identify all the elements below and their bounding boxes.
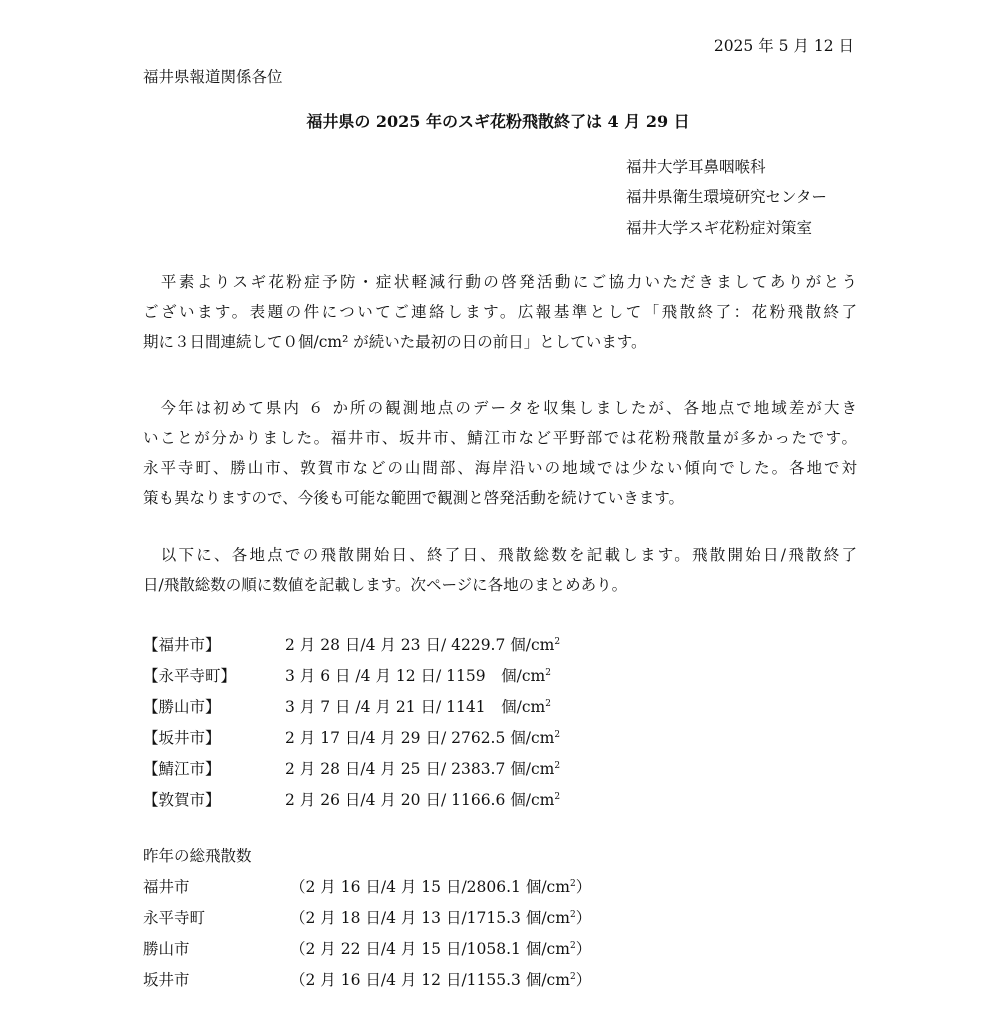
station-name: 【鯖江市】 [143, 760, 221, 778]
paragraph-summary [143, 393, 857, 513]
previous-year-station: 勝山市 [143, 940, 190, 958]
previous-year-station: 永平寺町 [143, 909, 206, 927]
station-name: 【永平寺町】 [143, 667, 237, 685]
previous-year-value: （2 月 16 日/4 月 15 日/2806.1 個$/cm^2$） [290, 878, 592, 896]
organization-pollinosis-office: 福井大学スギ花粉症対策室 [626, 219, 813, 237]
previous-year-value: （2 月 18 日/4 月 13 日/1715.3 個$/cm^2$） [290, 909, 592, 927]
paragraph-intro-list [143, 540, 857, 600]
paragraph-line: いことが分かりました。福井市、坂井市、鯖江市など平野部では花粉飛散量が多かったです。 [143, 429, 857, 447]
organization-environment-center: 福井県衛生環境研究センター [626, 188, 827, 206]
paragraph-greeting [143, 267, 857, 357]
station-value: 2 月 26 日/4 月 20 日/ 1166.6 個$/cm^2$ [285, 791, 561, 809]
document-date: 2025 年 5 月 12 日 [713, 37, 854, 55]
previous-year-value: （2 月 16 日/4 月 12 日/1155.3 個$/cm^2$） [290, 971, 592, 989]
previous-year-value: （2 月 22 日/4 月 15 日/1058.1 個$/cm^2$） [290, 940, 592, 958]
paragraph-line: ございます。表題の件についてご連絡します。広報基準として「飛散終了：花粉飛散終了 [143, 303, 857, 321]
station-value: 2 月 28 日/4 月 23 日/ 4229.7 個$/cm^2$ [285, 636, 561, 654]
station-name: 【坂井市】 [143, 729, 221, 747]
paragraph-line: 平素よりスギ花粉症予防・症状軽減行動の啓発活動にご協力いただきましてありがとう [143, 273, 857, 291]
previous-year-heading: 昨年の総飛散数 [143, 847, 252, 865]
station-name: 【福井市】 [143, 636, 221, 654]
station-value: 3 月 6 日 /4 月 12 日/ 1159 個$/cm^2$ [285, 667, 551, 685]
paragraph-line: 日/飛散総数の順に数値を記載します。次ページに各地のまとめあり。 [143, 576, 628, 594]
paragraph-line: 以下に、各地点での飛散開始日、終了日、飛散総数を記載します。飛散開始日/飛散終了 [143, 546, 857, 564]
document-title: 福井県の 2025 年のスギ花粉飛散終了は 4 月 29 日 [306, 112, 690, 131]
station-value: 2 月 17 日/4 月 29 日/ 2762.5 個$/cm^2$ [285, 729, 561, 747]
paragraph-line: 永平寺町、勝山市、敦賀市などの山間部、海岸沿いの地域では少ない傾向でした。各地で対 [143, 459, 857, 477]
station-value: 3 月 7 日 /4 月 21 日/ 1141 個$/cm^2$ [285, 698, 551, 716]
paragraph-line: 今年は初めて県内 ６ か所の観測地点のデータを収集しましたが、各地点で地域差が大き [143, 399, 857, 417]
paragraph-line: 策も異なりますので、今後も可能な範囲で観測と啓発活動を続けていきます。 [143, 489, 684, 507]
previous-year-station: 福井市 [143, 878, 190, 896]
organization-ent-department: 福井大学耳鼻咽喉科 [626, 158, 766, 176]
station-value: 2 月 28 日/4 月 25 日/ 2383.7 個$/cm^2$ [285, 760, 561, 778]
station-name: 【勝山市】 [143, 698, 221, 716]
paragraph-line: 期に３日間連続して０個/cm² が続いた最初の日の前日」としています。 [143, 333, 647, 351]
station-name: 【敦賀市】 [143, 791, 221, 809]
addressee: 福井県報道関係各位 [143, 68, 283, 86]
previous-year-station: 坂井市 [143, 971, 190, 989]
